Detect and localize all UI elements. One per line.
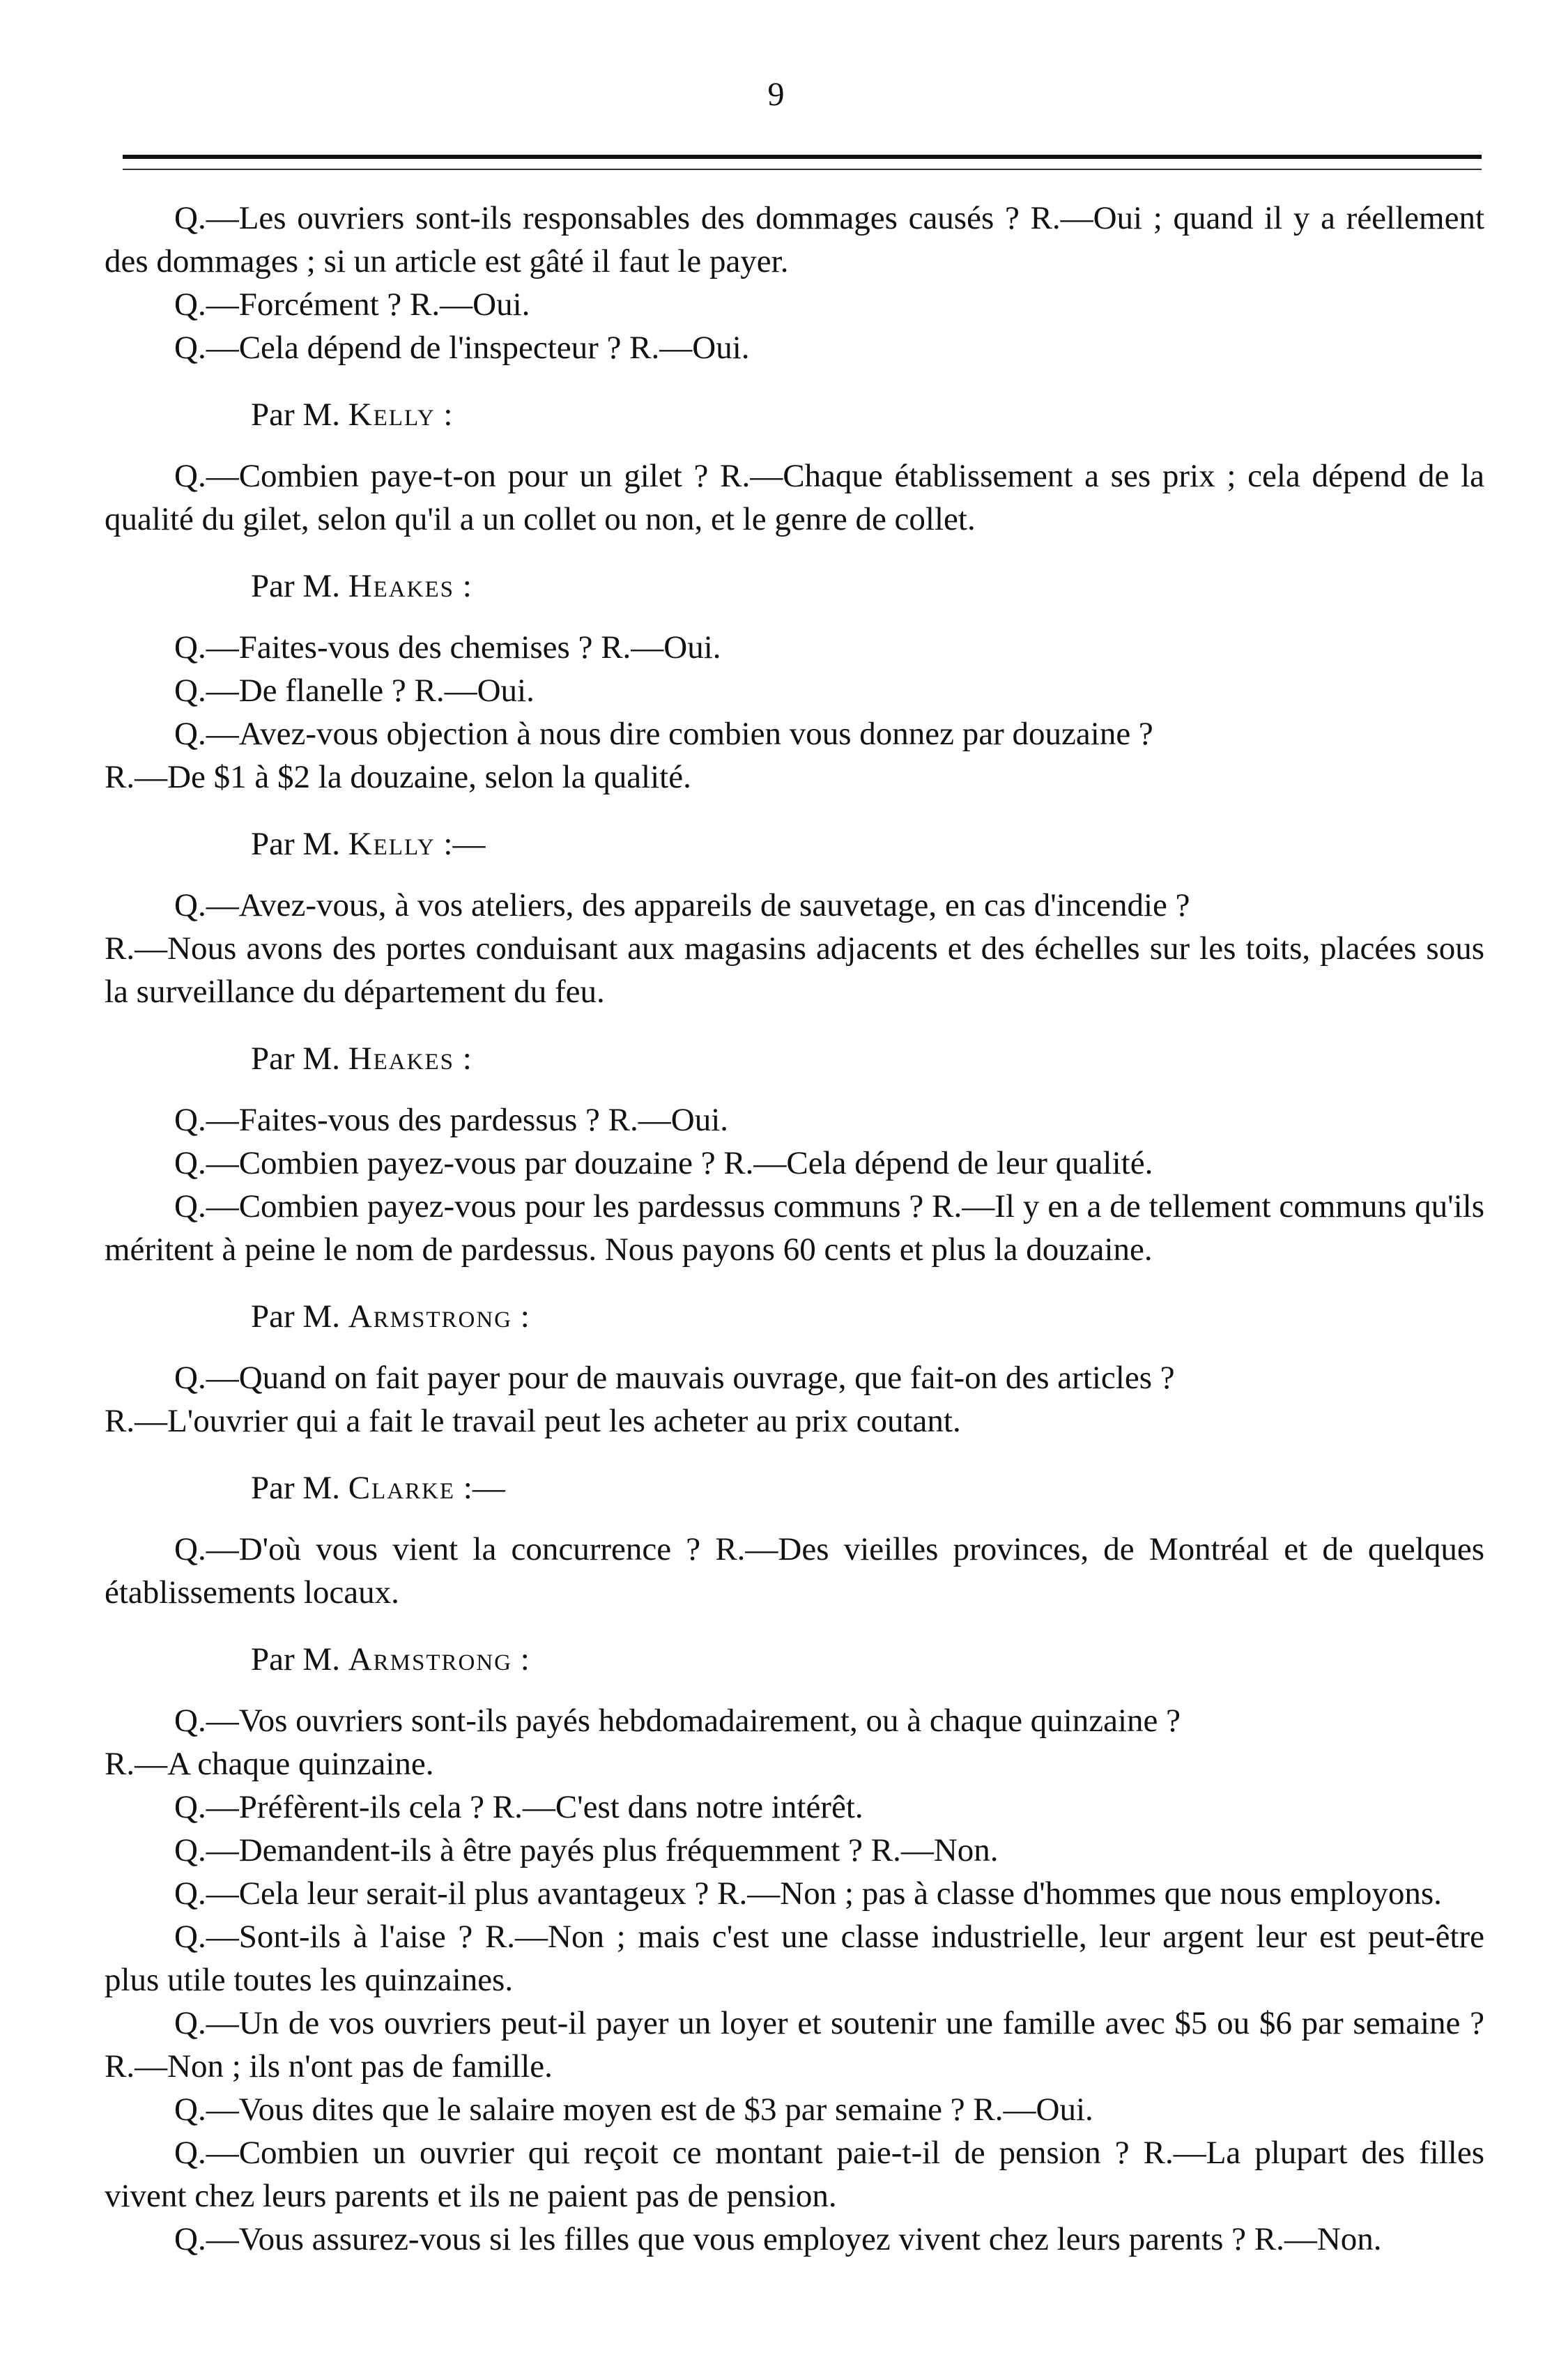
speaker-suffix: : bbox=[520, 1641, 530, 1677]
speaker-suffix: : bbox=[443, 397, 453, 433]
speaker-prefix: Par M. bbox=[251, 397, 340, 433]
qa-paragraph: Q.—Un de vos ouvriers peut-il payer un loyer et soutenir une famille avec $5 ou $6 par semaine ? R.—Non ; ils n'ont pas de famille. bbox=[105, 2005, 1484, 2085]
qa-paragraph: Q.—Combien un ouvrier qui reçoit ce montant paie-t-il de pension ? R.—La plupart des filles vivent chez leurs parents et ils ne paient pas de pension. bbox=[105, 2135, 1484, 2214]
speaker-prefix: Par M. bbox=[251, 826, 340, 862]
speaker-heading bbox=[251, 1638, 1484, 1681]
page-body bbox=[105, 197, 1484, 2261]
speaker-heading bbox=[251, 1466, 1484, 1510]
qa-paragraph: Q.—Vous assurez-vous si les filles que vous employez vivent chez leurs parents ? R.—Non. bbox=[174, 2221, 1382, 2257]
speaker-name: Heakes bbox=[348, 1041, 454, 1077]
qa-paragraph: Q.—Cela dépend de l'inspecteur ? R.—Oui. bbox=[174, 330, 750, 366]
qa-paragraph: Q.—Combien paye-t-on pour un gilet ? R.—Chaque établissement a ses prix ; cela dépend de la qualité du gilet, selon qu'il a un collet ou non, et le genre de collet. bbox=[105, 458, 1484, 537]
speaker-suffix: :— bbox=[443, 826, 486, 862]
qa-paragraph: Q.—Faites-vous des chemises ? R.—Oui. bbox=[174, 629, 721, 666]
qa-paragraph: Q.—Quand on fait payer pour de mauvais ouvrage, que fait-on des articles ? bbox=[174, 1360, 1175, 1396]
speaker-name: Kelly bbox=[348, 826, 436, 862]
qa-paragraph: Q.—Forcément ? R.—Oui. bbox=[174, 286, 530, 323]
qa-paragraph: Q.—Demandent-ils à être payés plus fréquemment ? R.—Non. bbox=[174, 1832, 999, 1868]
qa-paragraph: Q.—Faites-vous des pardessus ? R.—Oui. bbox=[174, 1102, 729, 1138]
header-rule-thin bbox=[123, 169, 1482, 170]
qa-paragraph: Q.—Sont-ils à l'aise ? R.—Non ; mais c'est une classe industrielle, leur argent leur est peut-être plus utile toutes les quinzaines. bbox=[105, 1919, 1484, 1998]
qa-paragraph: Q.—Avez-vous objection à nous dire combien vous donnez par douzaine ? bbox=[174, 716, 1153, 752]
speaker-name: Kelly bbox=[348, 397, 436, 433]
speaker-name: Heakes bbox=[348, 568, 454, 604]
qa-paragraph: Q.—De flanelle ? R.—Oui. bbox=[174, 673, 535, 709]
qa-paragraph: R.—L'ouvrier qui a fait le travail peut les acheter au prix coutant. bbox=[105, 1403, 961, 1439]
speaker-heading bbox=[251, 822, 1484, 866]
speaker-prefix: Par M. bbox=[251, 1470, 340, 1506]
qa-paragraph: R.—A chaque quinzaine. bbox=[105, 1746, 434, 1782]
qa-paragraph: Q.—Combien payez-vous pour les pardessus communs ? R.—Il y en a de tellement communs qu'ils méritent à peine le nom de pardessus. Nous payons 60 cents et plus la douzaine. bbox=[105, 1188, 1484, 1268]
qa-paragraph: Q.—Avez-vous, à vos ateliers, des appareils de sauvetage, en cas d'incendie ? bbox=[174, 887, 1190, 923]
speaker-heading bbox=[251, 1295, 1484, 1338]
header-rule-thick bbox=[123, 155, 1482, 159]
qa-paragraph: Q.—Les ouvriers sont-ils responsables des dommages causés ? R.—Oui ; quand il y a réellement des dommages ; si un article est gâté il faut le payer. bbox=[105, 200, 1484, 279]
speaker-heading bbox=[251, 393, 1484, 436]
qa-paragraph: Q.—Vos ouvriers sont-ils payés hebdomadairement, ou à chaque quinzaine ? bbox=[174, 1703, 1181, 1739]
qa-paragraph: Q.—D'où vous vient la concurrence ? R.—Des vieilles provinces, de Montréal et de quelques établissements locaux. bbox=[105, 1531, 1484, 1611]
qa-paragraph: R.—Nous avons des portes conduisant aux magasins adjacents et des échelles sur les toits, placées sous la surveillance du département du feu. bbox=[105, 930, 1484, 1010]
speaker-name: Armstrong bbox=[348, 1298, 513, 1335]
speaker-name: Clarke bbox=[348, 1470, 456, 1506]
page-number: 9 bbox=[767, 76, 785, 113]
speaker-heading bbox=[251, 565, 1484, 608]
speaker-suffix: : bbox=[520, 1298, 530, 1335]
speaker-suffix: : bbox=[462, 568, 472, 604]
qa-paragraph: Q.—Vous dites que le salaire moyen est de $3 par semaine ? R.—Oui. bbox=[174, 2091, 1093, 2128]
speaker-heading bbox=[251, 1037, 1484, 1080]
speaker-suffix: :— bbox=[463, 1470, 505, 1506]
speaker-prefix: Par M. bbox=[251, 1298, 340, 1335]
speaker-suffix: : bbox=[462, 1041, 472, 1077]
speaker-prefix: Par M. bbox=[251, 1641, 340, 1677]
speaker-name: Armstrong bbox=[348, 1641, 513, 1677]
qa-paragraph: Q.—Préfèrent-ils cela ? R.—C'est dans notre intérêt. bbox=[174, 1789, 863, 1825]
qa-paragraph: Q.—Combien payez-vous par douzaine ? R.—Cela dépend de leur qualité. bbox=[174, 1145, 1153, 1181]
qa-paragraph: Q.—Cela leur serait-il plus avantageux ? R.—Non ; pas à classe d'hommes que nous employons. bbox=[174, 1875, 1442, 1912]
speaker-prefix: Par M. bbox=[251, 1041, 340, 1077]
speaker-prefix: Par M. bbox=[251, 568, 340, 604]
qa-paragraph: R.—De $1 à $2 la douzaine, selon la qualité. bbox=[105, 759, 691, 795]
